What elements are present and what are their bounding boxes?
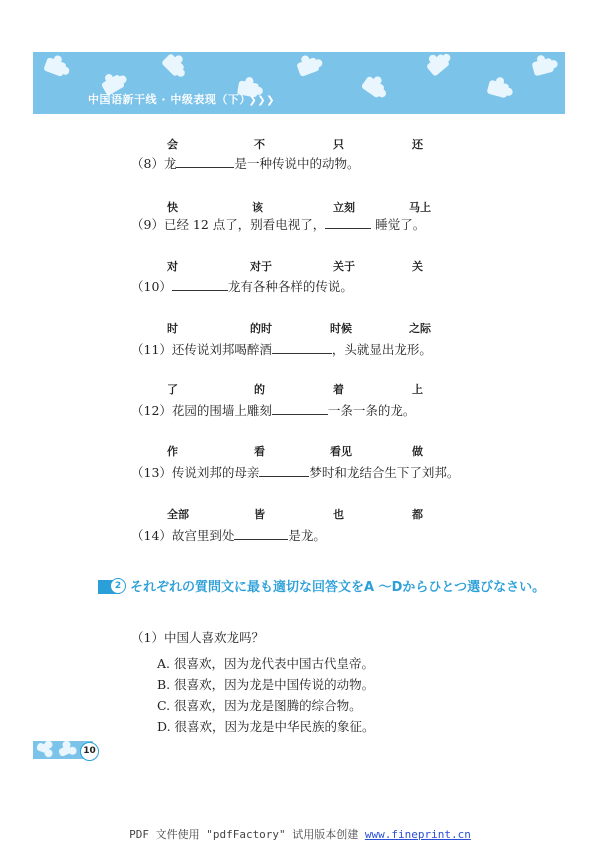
question-8 bbox=[131, 154, 359, 172]
option: 都 bbox=[412, 508, 423, 521]
question-number: （8） bbox=[131, 156, 164, 171]
option: 快 bbox=[167, 201, 178, 214]
options-row-11 bbox=[0, 320, 600, 336]
section-instruction: それぞれの質問文に最も適切な回答文をA ～Dからひとつ選びなさい。 bbox=[130, 580, 546, 595]
puzzle-piece-icon bbox=[43, 57, 67, 77]
mc-question-1 bbox=[131, 628, 264, 646]
puzzle-piece-icon bbox=[487, 80, 510, 99]
blank-field[interactable] bbox=[325, 216, 371, 229]
header-banner bbox=[33, 52, 565, 114]
question-14 bbox=[131, 526, 326, 544]
sentence-before: 故宫里到处 bbox=[171, 528, 235, 543]
sentence-after: 梦时和龙结合生下了刘邦。 bbox=[309, 465, 460, 480]
question-13 bbox=[131, 463, 459, 481]
puzzle-piece-icon bbox=[296, 57, 320, 77]
option: 做 bbox=[412, 445, 423, 458]
blank-field[interactable] bbox=[172, 278, 228, 291]
sentence-after: 睡觉了。 bbox=[371, 217, 426, 232]
question-11 bbox=[131, 340, 432, 358]
options-row-8 bbox=[0, 136, 600, 152]
option: 作 bbox=[167, 445, 178, 458]
option: 的时 bbox=[250, 322, 272, 335]
options-row-13 bbox=[0, 443, 600, 459]
question-number: （12） bbox=[131, 403, 172, 418]
option: 全部 bbox=[167, 508, 189, 521]
question-number: （9） bbox=[131, 217, 164, 232]
section-number: 2 bbox=[110, 578, 126, 594]
option: 时 bbox=[167, 322, 178, 335]
options-row-14 bbox=[0, 506, 600, 522]
page-number: 10 bbox=[80, 742, 99, 761]
pdf-footer-link[interactable]: www.fineprint.cn bbox=[364, 828, 471, 841]
option: 关于 bbox=[333, 260, 355, 273]
option: 的 bbox=[254, 383, 265, 396]
sentence-before: 已经 12 点了，别看电视了， bbox=[163, 217, 326, 232]
sentence-after: 是一种传说中的动物。 bbox=[234, 156, 360, 171]
option: 马上 bbox=[409, 201, 431, 214]
option: 对于 bbox=[250, 260, 272, 273]
puzzle-piece-icon bbox=[361, 76, 385, 99]
question-number: （11） bbox=[131, 342, 172, 357]
sentence-before: 花园的围墙上雕刻 bbox=[171, 403, 272, 418]
pdf-footer bbox=[0, 826, 600, 842]
options-row-12 bbox=[0, 381, 600, 397]
sentence-after: 龙有各种各样的传说。 bbox=[227, 279, 353, 294]
choice-c[interactable]: C. 很喜欢，因为龙是图腾的综合物。 bbox=[157, 698, 362, 713]
question-number: （13） bbox=[131, 465, 172, 480]
option: 也 bbox=[333, 508, 344, 521]
blank-field[interactable] bbox=[272, 341, 332, 354]
question-9 bbox=[131, 215, 425, 233]
option: 该 bbox=[252, 201, 263, 214]
sentence-after: ，头就显出龙形。 bbox=[331, 342, 432, 357]
puzzle-piece-icon bbox=[36, 742, 50, 754]
question-number: （14） bbox=[131, 528, 172, 543]
option: 时候 bbox=[330, 322, 352, 335]
question-10 bbox=[131, 277, 353, 295]
puzzle-piece-icon bbox=[58, 745, 72, 757]
sentence-after: 是龙。 bbox=[288, 528, 326, 543]
option: 还 bbox=[412, 138, 423, 151]
option: 只 bbox=[333, 138, 344, 151]
question-number: （10） bbox=[131, 279, 172, 294]
sentence-before: 龙 bbox=[163, 156, 177, 171]
chevron-right-icon: ❯❯❯ bbox=[248, 95, 275, 106]
option: 看见 bbox=[330, 445, 352, 458]
puzzle-piece-icon bbox=[426, 53, 450, 77]
pdf-footer-text: PDF 文件使用 "pdfFactory" 试用版本创建 bbox=[129, 828, 365, 841]
book-title-text: 中国语新干线 · 中级表现（下） bbox=[88, 93, 246, 106]
option: 看 bbox=[254, 445, 265, 458]
blank-field[interactable] bbox=[272, 402, 328, 415]
puzzle-piece-icon bbox=[161, 53, 185, 77]
option: 皆 bbox=[254, 508, 265, 521]
option: 之际 bbox=[409, 322, 431, 335]
option: 立刻 bbox=[333, 201, 355, 214]
sentence-before: 传说刘邦的母亲 bbox=[171, 465, 260, 480]
sentence-after: 一条一条的龙。 bbox=[327, 403, 416, 418]
option: 会 bbox=[167, 138, 178, 151]
question-text: 中国人喜欢龙吗？ bbox=[163, 630, 264, 645]
book-title bbox=[88, 91, 275, 107]
options-row-10 bbox=[0, 258, 600, 274]
choice-d[interactable]: D. 很喜欢，因为龙是中华民族的象征。 bbox=[157, 719, 375, 734]
blank-field[interactable] bbox=[259, 464, 309, 477]
choice-b[interactable]: B. 很喜欢，因为龙是中国传说的动物。 bbox=[157, 677, 375, 692]
question-number: （1） bbox=[131, 630, 164, 645]
choice-a[interactable]: A. 很喜欢，因为龙代表中国古代皇帝。 bbox=[157, 656, 374, 671]
option: 着 bbox=[333, 383, 344, 396]
puzzle-piece-icon bbox=[532, 58, 555, 77]
blank-field[interactable] bbox=[176, 155, 234, 168]
options-row-9 bbox=[0, 199, 600, 215]
blank-field[interactable] bbox=[234, 527, 288, 540]
option: 关 bbox=[412, 260, 423, 273]
sentence-before: 还传说刘邦喝醉酒 bbox=[171, 342, 272, 357]
option: 上 bbox=[412, 383, 423, 396]
option: 不 bbox=[254, 138, 265, 151]
option: 了 bbox=[167, 383, 178, 396]
question-12 bbox=[131, 401, 415, 419]
option: 对 bbox=[167, 260, 178, 273]
